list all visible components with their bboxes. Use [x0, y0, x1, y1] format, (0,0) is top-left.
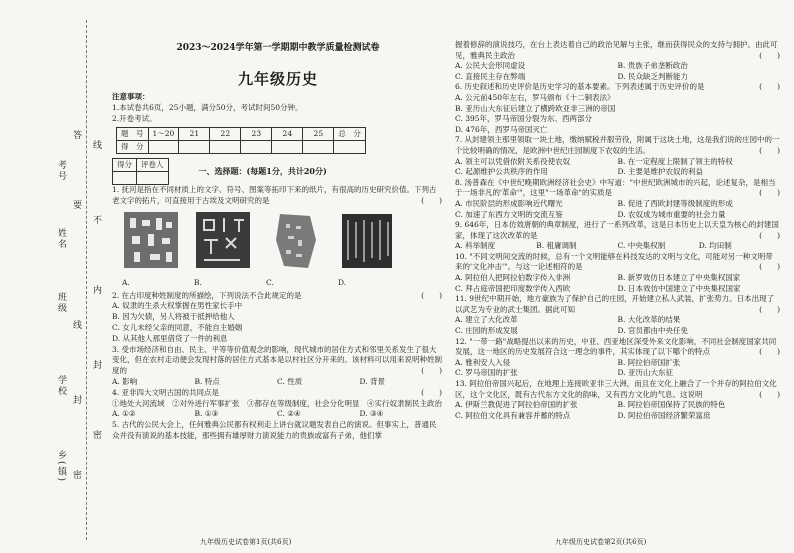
binding-label-class: 班级	[56, 292, 66, 314]
rubbing-c-image	[266, 210, 324, 274]
question-13: 13. 阿拉伯帝国兴起后，在地理上连接欧亚非三大洲，而且在文化上融合了一个并存的阿拉伯文化区，这个文化区，既有古代东方文化的韵味，又有西方文化的气息。这说明 ( )	[455, 379, 780, 399]
binding-label-town: 乡(镇)	[56, 450, 66, 484]
score-header-cell: 22	[210, 128, 241, 141]
subject-title: 九年级历史	[237, 70, 318, 88]
page-footer-left: 九年级历史试卷第1页(共6页)	[200, 538, 292, 546]
score-header-cell: 24	[272, 128, 303, 141]
q13-option-b[interactable]: B. 阿拉伯帝国保持了民族的特色	[617, 400, 726, 410]
q6-option-c[interactable]: C. 395年，罗马帝国分裂为东、西两部分	[455, 114, 593, 124]
rubbing-d-image	[338, 210, 396, 274]
notice-item: 1.本试卷共6页，25小题，满分50分，考试时间50分钟。	[112, 102, 303, 112]
seal-word: 答	[71, 130, 81, 141]
seal-word: 线	[91, 140, 101, 151]
score-header-cell: 1～20	[148, 128, 179, 141]
q3-option-d[interactable]: D. 背景	[359, 376, 386, 386]
q12-option-a[interactable]: A. 雅利安人入侵	[455, 357, 511, 367]
q10-option-a[interactable]: A. 阿拉伯人把阿拉伯数字传入非洲	[455, 273, 571, 283]
q8-option-b[interactable]: B. 促进了西欧封建等级制度的形成	[617, 198, 733, 208]
binding-label-school: 学校	[56, 375, 66, 397]
q3-options	[112, 377, 442, 388]
q9-option-d[interactable]: D. 均田制	[698, 241, 732, 251]
q7-option-a[interactable]: A. 领主可以凭借依附关系役使农奴	[455, 156, 571, 166]
score-cell[interactable]	[179, 141, 210, 154]
q3-option-a[interactable]: A. 影响	[112, 376, 138, 386]
q6-option-a[interactable]: A. 公元前450年左右，罗马颁布《十二铜表法》	[455, 92, 615, 102]
seal-word: 内	[91, 285, 101, 296]
q11-option-a[interactable]: A. 建立了大化改革	[455, 315, 518, 325]
q7-option-c[interactable]: C. 起源维护公共秩序的作用	[455, 167, 548, 177]
rubbing-b-image	[194, 210, 252, 274]
score-header-cell: 23	[241, 128, 272, 141]
q7-option-d[interactable]: D. 主要是维护农奴的利益	[617, 167, 704, 177]
exam-title: 2023～2024学年第一学期期中教学质量检测试卷	[176, 43, 380, 53]
question-1: 1. 抚河是指在不同材质上的文字、符号、图案等拓印下来的纸片，有很高的历史研究价值。下列古老文字的拓片，可直接用于古埃及文明研究的是 ( )	[112, 185, 442, 206]
rubbing-option-a[interactable]: A.	[122, 210, 180, 289]
q10-option-d[interactable]: D. 日本效仿中国建立了中央集权国家	[617, 283, 741, 293]
page-footer-right: 九年级历史试卷第2页(共6页)	[555, 538, 647, 546]
score-header-cell: 总 分	[334, 128, 366, 141]
score-cell[interactable]	[210, 141, 241, 154]
right-column	[455, 40, 780, 421]
q3-option-b[interactable]: B. 特点	[194, 376, 220, 386]
q4-option-b[interactable]: B. ①③	[194, 409, 219, 419]
q8-option-d[interactable]: D. 农奴成为城市重要的社会力量	[617, 209, 726, 219]
rubbing-option-b[interactable]: B.	[194, 210, 252, 289]
q11-option-b[interactable]: B. 大化改革的结果	[617, 315, 681, 325]
grader-cell[interactable]	[137, 172, 169, 185]
section-title: 一、选择题：(每题1分，共计20分)	[198, 166, 327, 177]
q5-option-d[interactable]: D. 民众缺乏判断能力	[617, 71, 689, 81]
binding-strip	[0, 0, 108, 553]
q9-option-b[interactable]: B. 租庸调制	[536, 241, 577, 251]
question-7: 7. 从封建领主那里领取一块土地，缴纳赋税并服劳役，附属于这块土地，这是我们说的庄园中的一个比较明确的情况，是欧洲中世纪庄园制度下农奴的生活。 ( )	[455, 135, 780, 155]
q4-items: ①地处大河流域 ②对外进行军事扩张 ③都存在等级制度，社会分化明显 ④实行奴隶制民主政治	[112, 398, 442, 408]
seal-word: 要	[71, 200, 81, 211]
score-row-label: 得 分	[117, 141, 149, 154]
q4-option-c[interactable]: C. ②④	[277, 409, 301, 419]
question-12: 12. "一带一路"战略提出以来的历史，中亚、西亚地区深受外来文化影响，不同社会制度国家共同发展，这一地区的历史发展符合这一理念的事件，其实体现了以下哪个的特点 ( )	[455, 336, 780, 357]
score-cell[interactable]	[334, 141, 366, 154]
grader-table	[112, 158, 169, 185]
left-column	[112, 92, 442, 442]
seal-line	[86, 20, 87, 540]
q10-option-c[interactable]: C. 拜占庭帝国把印度数学传入西欧	[455, 283, 571, 293]
q5-option-b[interactable]: B. 贵族子弟垄断政治	[617, 61, 688, 71]
grader-label: 评卷人	[137, 159, 169, 172]
q2-option-d[interactable]: D. 从其他人那里借贷了一件的利息	[112, 333, 228, 343]
seal-word: 封	[91, 360, 101, 371]
grader-score-cell[interactable]	[113, 172, 137, 185]
rubbing-a-image	[122, 210, 180, 274]
question-8: 8. 汤普森在《中世纪晚期欧洲经济社会史》中写道："中世纪欧洲城市的兴起，论述复杂，是相当于一场非凡的'革命'"，这里"一场革命"的实质是 ( )	[455, 177, 780, 198]
score-header-cell: 21	[179, 128, 210, 141]
q12-option-d[interactable]: D. 亚历山大东征	[617, 368, 674, 378]
q2-option-a[interactable]: A. 奴隶的生杀大权掌握在男性家长手中	[112, 301, 243, 311]
q13-option-d[interactable]: D. 阿拉伯帝国经济繁荣富庶	[617, 410, 711, 420]
seal-word: 密	[71, 470, 81, 481]
rubbing-images	[122, 210, 442, 289]
q13-option-c[interactable]: C. 阿拉伯文化具有兼容并蓄的特点	[455, 410, 571, 420]
seal-word: 线	[71, 320, 81, 331]
score-cell[interactable]	[272, 141, 303, 154]
q6-option-d[interactable]: D. 476年，西罗马帝国灭亡	[455, 124, 548, 134]
q6-option-b[interactable]: B. 亚历山大东征后建立了横跨欧亚非三洲的帝国	[455, 103, 616, 113]
seal-word: 密	[91, 430, 101, 441]
question-2: 2. 在古印度种姓制度的所描绘，下列说法不合此规定的是 ( )	[112, 290, 442, 300]
question-6: 6. 历史叙述和历史评价是历史学习的基本要素。下列表述属于历史评价的是 ( )	[455, 82, 780, 92]
q9-option-a[interactable]: A. 科举制度	[455, 241, 496, 251]
question-11: 11. 9世纪中期开始，地方豪族为了保护自己的庄园，开始建立私人武装，扩张势力。日本出现了以武艺为专业的武士集团。据此可知 ( )	[455, 294, 780, 314]
q8-option-a[interactable]: A. 市民阶层的形成影响近代曙光	[455, 198, 563, 208]
q4-option-d[interactable]: D. ③④	[359, 409, 384, 419]
question-3: 3. 受市场经济和自由、民主、平等等价值观念的影响，现代城市的居住方式和邻里关系发生了很大变化，但在农村走动便会发现村落的居住方式基本是以村社区分开来的。该材料可以用来说明种姓制度的 ( )	[112, 344, 442, 376]
q9-option-c[interactable]: C. 中央集权制	[617, 241, 666, 251]
question-4: 4. 亚非四大文明古国的共同点是 ( )	[112, 387, 442, 397]
q10-option-b[interactable]: B. 新罗效仿日本建立了中央集权国家	[617, 273, 741, 283]
score-header-cell: 25	[303, 128, 334, 141]
notice-item: 2.开卷考试。	[112, 113, 157, 123]
q7-option-b[interactable]: B. 在一定程度上限制了领主的特权	[617, 156, 733, 166]
q4-option-a[interactable]: A. ①②	[112, 409, 136, 419]
q5-option-c[interactable]: C. 直接民主存在弊端	[455, 71, 526, 81]
q8-option-c[interactable]: C. 加速了东西方文明的交流互鉴	[455, 209, 563, 219]
q12-option-c[interactable]: C. 罗马帝国的扩张	[455, 368, 518, 378]
notice-heading: 注意事项：	[112, 92, 150, 101]
rubbing-option-c[interactable]: C.	[266, 210, 324, 289]
q13-option-a[interactable]: A. 伊斯兰教促进了阿拉伯帝国的扩张	[455, 400, 578, 410]
question-10: 10. "不同文明间交流的时候，总有一个文明能够在科技发达的文明与文化，可能对另一种文明带来的'文化冲击'"。与这一论述相符的是 ( )	[455, 251, 780, 272]
score-cell[interactable]	[241, 141, 272, 154]
score-header-cell: 题 号	[117, 128, 149, 141]
question-9: 9. 646年，日本仿效唐朝的典章制度，进行了一系列改革，这是日本历史上以天皇为核心的封建国家，体现了这次改革的是 ( )	[455, 220, 780, 240]
binding-label-kaohao: 考号	[56, 160, 66, 182]
q5-option-a[interactable]: A. 公民大会形同虚设	[455, 61, 526, 71]
q2-option-c[interactable]: C. 女儿未经父亲的同意，不能自主婚姻	[112, 322, 243, 332]
q12-option-b[interactable]: B. 阿拉伯帝国扩张	[617, 357, 681, 367]
score-table	[116, 127, 366, 154]
question-5-continued: 握着修辞的演说技巧，在台上表达着自己的政治见解与主张，继而获得民众的支持与拥护。由此可见，雅典民主政治 ( )	[455, 40, 780, 60]
seal-word: 不	[91, 215, 101, 226]
question-5: 5. 古代的公民大会上，任何雅典公民都有权利走上讲台就议题发表自己的演说。但事实上，普通民众并没有演说的基本技能，那些拥有雄厚财力演说能力的贵族或富有子弟，他们掌	[112, 420, 437, 440]
binding-label-name: 姓名	[56, 228, 66, 250]
q4-options	[112, 409, 442, 420]
seal-word: 封	[71, 395, 81, 406]
q11-option-c[interactable]: C. 庄园的形成发展	[455, 326, 518, 336]
q11-option-d[interactable]: D. 官员都由中央任免	[617, 326, 689, 336]
rubbing-option-d[interactable]: D.	[338, 210, 396, 289]
q2-option-b[interactable]: B. 因为欠债，另人将被于抵押给他人	[112, 312, 235, 322]
score-cell[interactable]	[148, 141, 179, 154]
score-cell[interactable]	[303, 141, 334, 154]
grader-score-label: 得分	[113, 159, 137, 172]
q3-option-c[interactable]: C. 性质	[277, 376, 303, 386]
